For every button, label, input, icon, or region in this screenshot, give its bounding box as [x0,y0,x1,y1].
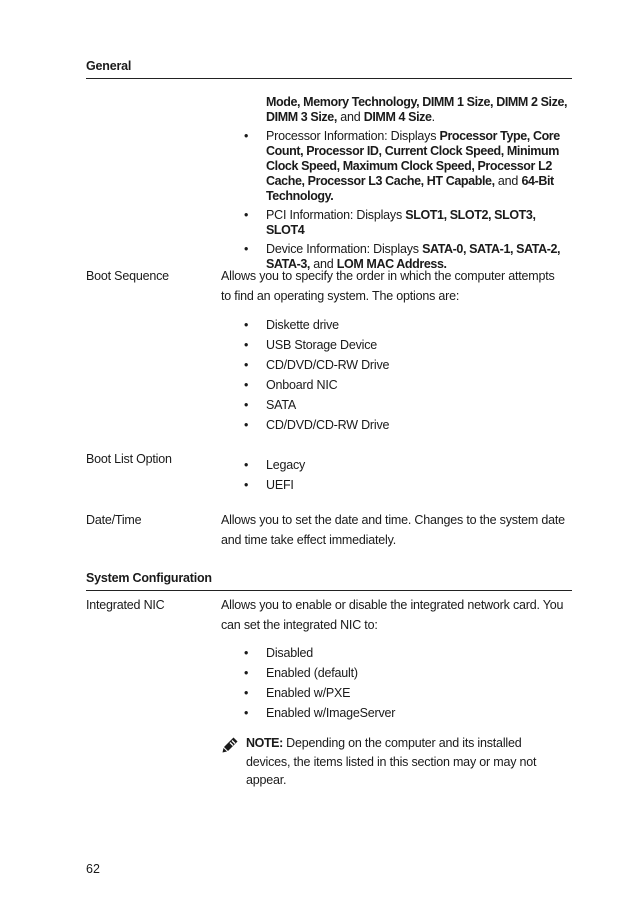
system-info-list [221,95,576,276]
integrated-nic-option [221,663,576,683]
boot-sequence-option [221,355,576,375]
boot-list-options [221,455,576,495]
boot-sequence-option [221,375,576,395]
item-text: . [431,110,435,124]
boot-list-option [221,475,576,495]
bullet-marker: • [244,378,249,392]
setting-label-date-time: Date/Time [86,513,142,527]
bold-term: SLOT1, SLOT2, SLOT3, SLOT4 [266,208,536,237]
item-text: PCI Information: Displays [266,208,406,222]
item-text: Disabled [266,646,314,660]
item-text: Legacy [266,458,306,472]
bullet-marker: • [244,458,249,472]
setting-label-boot-list-option: Boot List Option [86,452,172,466]
page-number: 62 [86,862,100,876]
setting-desc-integrated-nic: Allows you to enable or disable the integrated network card. You can set the integrated NIC to: [221,598,564,632]
item-text: Onboard NIC [266,378,338,392]
section-divider [86,78,572,79]
pencil-note-icon [221,736,239,754]
item-text: Enabled (default) [266,666,358,680]
system-info-item [221,95,576,125]
item-text: and [309,257,337,271]
system-info-item [221,208,576,238]
bold-term: DIMM 4 Size [363,110,432,124]
setting-label-integrated-nic: Integrated NIC [86,598,165,612]
boot-sequence-option [221,395,576,415]
setting-desc-date-time: Allows you to set the date and time. Changes to the system date and time take effect immediately. [221,513,565,547]
boot-list-option [221,455,576,475]
bullet-marker: • [244,398,249,412]
bullet-marker: • [244,686,249,700]
item-text: Enabled w/ImageServer [266,706,396,720]
boot-sequence-options [221,315,576,435]
bullet-marker: • [244,358,249,372]
item-text: Processor Information: Displays [266,129,440,143]
note-label: NOTE: [246,736,283,750]
item-text: Diskette drive [266,318,339,332]
bullet-marker: • [244,646,249,660]
section-heading-general: General [86,59,132,73]
integrated-nic-option [221,643,576,663]
integrated-nic-options [221,643,576,723]
integrated-nic-option [221,683,576,703]
boot-sequence-option [221,335,576,355]
item-text: USB Storage Device [266,338,378,352]
bold-term: LOM MAC Address. [336,257,447,271]
item-text: Enabled w/PXE [266,686,351,700]
setting-label-boot-sequence: Boot Sequence [86,269,169,283]
note-text [246,734,566,790]
bold-term: SATA-0, SATA-1, SATA-2, SATA-3, [266,242,561,271]
setting-desc-boot-sequence: Allows you to specify the order in which the computer attempts to find an operating system. The options are: [221,269,555,303]
section-heading-system-configuration: System Configuration [86,571,212,585]
note-body: Depending on the computer and its installed devices, the items listed in this section may or may not appear. [246,736,537,787]
boot-sequence-option [221,315,576,335]
item-text: and [336,110,364,124]
bullet-marker: • [244,338,249,352]
bullet-marker: • [244,242,249,256]
bullet-marker: • [244,478,249,492]
item-text: CD/DVD/CD-RW Drive [266,418,390,432]
bullet-marker: • [244,208,249,222]
bullet-marker: • [244,129,249,143]
section-divider [86,590,572,591]
integrated-nic-option [221,703,576,723]
bullet-marker: • [244,318,249,332]
item-text: CD/DVD/CD-RW Drive [266,358,390,372]
bold-term: Processor Type, Core Count, Processor ID, Current Clock Speed, Minimum Clock Speed, Maximum Clock Speed, Processor L2 Cache, Processor L3 Cache, HT Capable, [266,129,560,188]
system-info-item [221,129,576,204]
bullet-marker: • [244,666,249,680]
item-text: and [494,174,522,188]
bullet-marker: • [244,418,249,432]
bold-term: Mode, Memory Technology, DIMM 1 Size, DIMM 2 Size, DIMM 3 Size, [266,95,568,124]
item-text: UEFI [266,478,294,492]
boot-sequence-option [221,415,576,435]
bullet-marker: • [244,706,249,720]
bold-term: 64-Bit Technology. [266,174,554,203]
item-text: Device Information: Displays [266,242,423,256]
item-text: SATA [266,398,296,412]
